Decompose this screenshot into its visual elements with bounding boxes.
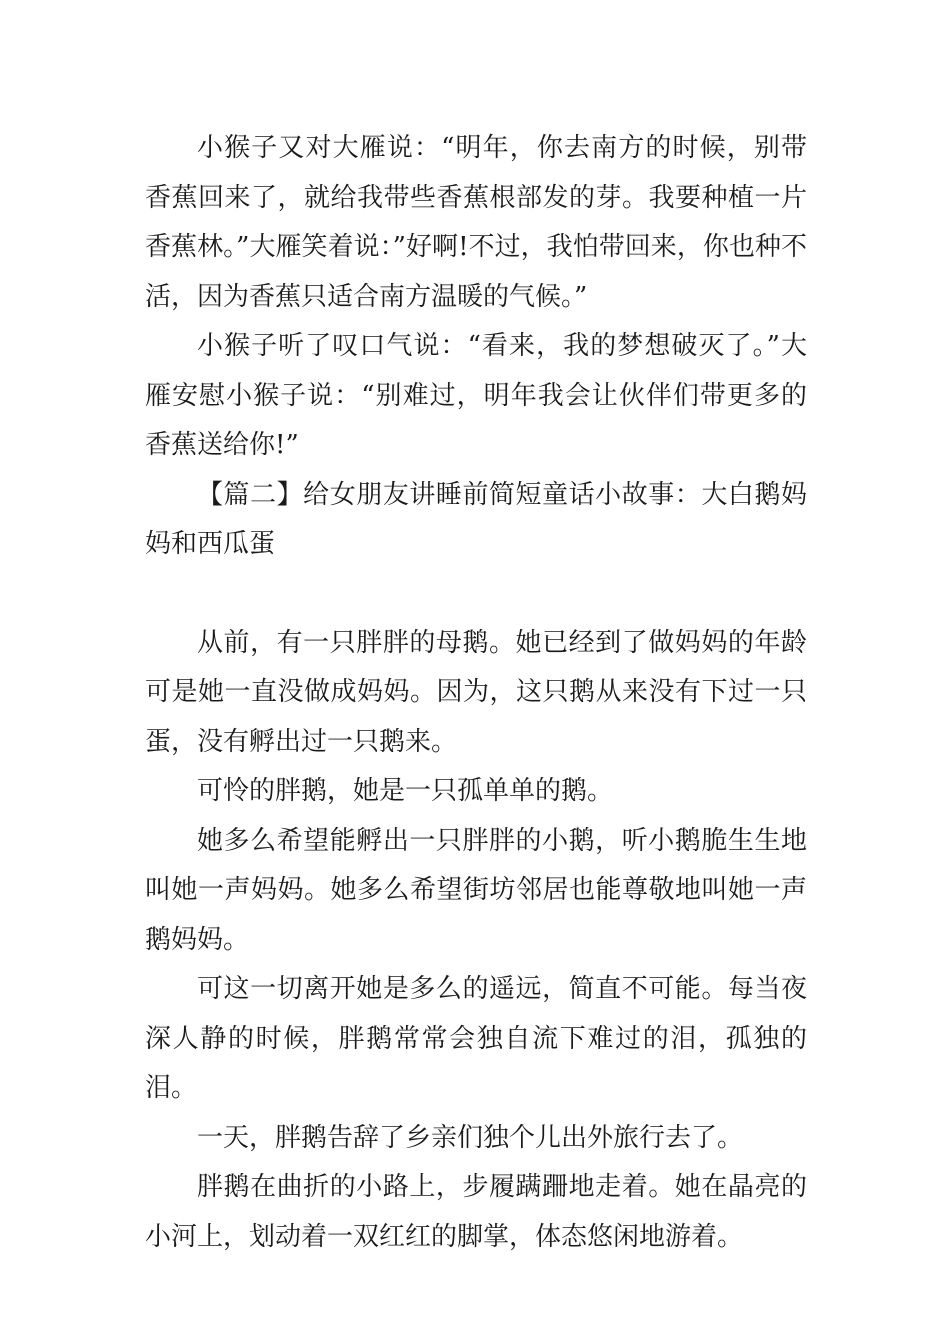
paragraph: 从前，有一只胖胖的母鹅。她已经到了做妈妈的年龄可是她一直没做成妈妈。因为，这只鹅从来没有下过一只蛋，没有孵出过一只鹅来。 — [145, 627, 807, 757]
paragraph: 可这一切离开她是多么的遥远，简直不可能。每当夜深人静的时候，胖鹅常常会独自流下难过的泪，孤独的泪。 — [145, 974, 807, 1103]
paragraph: 可怜的胖鹅，她是一只孤单单的鹅。 — [197, 776, 614, 806]
paragraph: 她多么希望能孵出一只胖胖的小鹅，听小鹅脆生生地叫她一声妈妈。她多么希望街坊邻居也能尊敬地叫她一声鹅妈妈。 — [145, 825, 807, 955]
document-page — [145, 124, 807, 1262]
paragraph: 一天，胖鹅告辞了乡亲们独个儿出外旅行去了。 — [197, 1122, 744, 1153]
paragraph: 小猴子又对大雁说：“明年，你去南方的时候，别带香蕉回来了，就给我带些香蕉根部发的芽。我要种植一片香蕉林。”大雁笑着说：”好啊!不过，我怕带回来，你也种不活，因为香蕉只适合南方温暖的气候。” — [145, 133, 807, 312]
paragraph: 小猴子听了叹口气说：“看来，我的梦想破灭了。”大雁安慰小猴子说：“别难过，明年我会让伙伴们带更多的香蕉送给你!” — [145, 331, 807, 460]
section-heading: 【篇二】给女朋友讲睡前简短童话小故事：大白鹅妈妈和西瓜蛋 — [145, 479, 807, 559]
paragraph: 胖鹅在曲折的小路上，步履蹒跚地走着。她在晶亮的小河上，划动着一双红红的脚掌，体态悠闲地游着。 — [145, 1172, 807, 1252]
